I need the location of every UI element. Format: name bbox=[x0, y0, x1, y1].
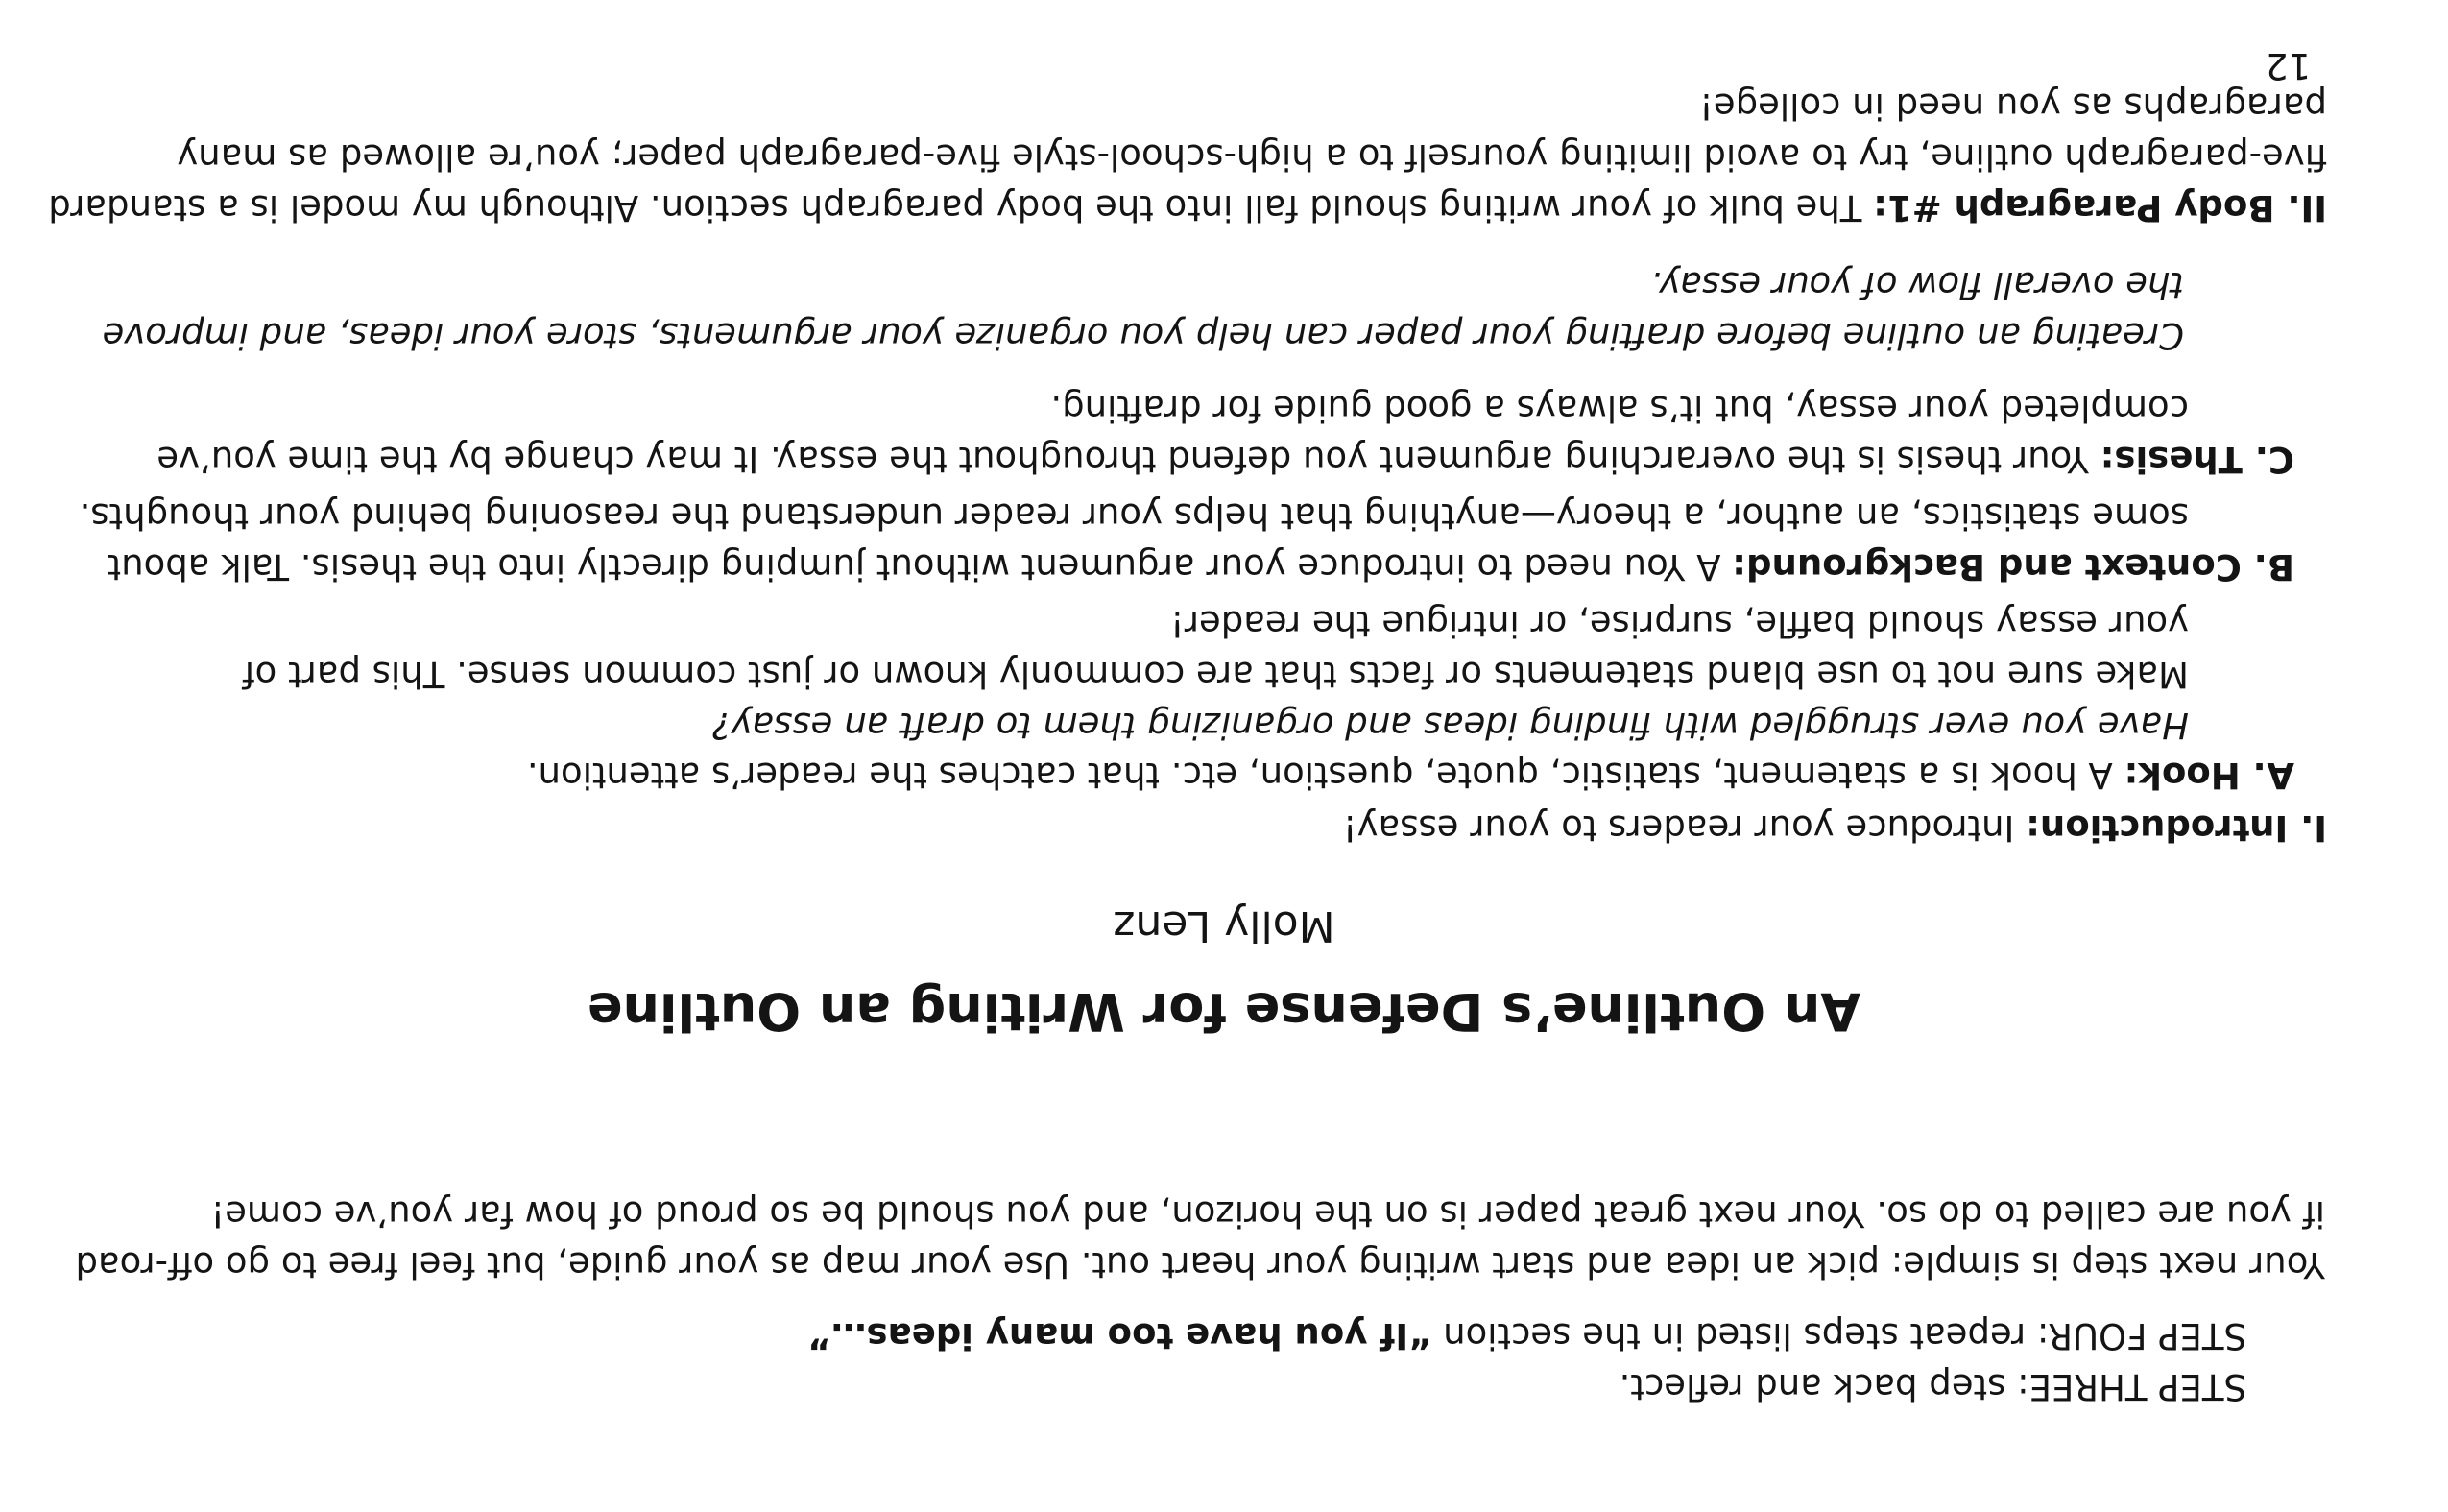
article-title: An Outline’s Defense for Writing an Outline bbox=[587, 981, 1861, 1042]
context-line-2: some statistics, an author, a theory—anything that helps your reader understand the reasoning behind your thoughts. bbox=[79, 495, 2189, 537]
context-line bbox=[80, 544, 2294, 588]
thesis-line-2: completed your essay, but it’s always a good guide for drafting. bbox=[1050, 388, 2189, 429]
outline-hook bbox=[527, 746, 2294, 797]
thesis-text: Your thesis is the overarching argument you defend throughout the essay. It may change by the time you’ve bbox=[156, 439, 2100, 480]
page-number: 12 bbox=[2266, 45, 2312, 86]
hook-detail-line: Make sure not to use bland statements or facts that are commonly known or just common sense. This part of bbox=[242, 654, 2189, 695]
hook-label: A. Hook: bbox=[2124, 755, 2294, 796]
conclusion-line: Your next step is simple: pick an idea and start writing your heart out. Use your map as your guide, but feel free to go off-road bbox=[75, 1244, 2325, 1285]
hook-detail-line: your essay should baffle, surprise, or intrigue the reader! bbox=[1169, 603, 2189, 644]
outline-intro bbox=[1343, 799, 2327, 850]
context-text: A You need to introduce your argument without jumping directly into the thesis. Talk about bbox=[107, 546, 1733, 588]
intro-label: I. Introduction: bbox=[2026, 807, 2327, 849]
hook-text: A hook is a statement, statistic, quote, question, etc. that catches the reader’s attention. bbox=[526, 755, 2124, 796]
thesis-example-line: Creating an outline before drafting your paper can help you organize your arguments, store your ideas, and improve bbox=[102, 315, 2184, 356]
article-author: Molly Lenz bbox=[1113, 901, 1335, 950]
step-four-bold: “If you have too many ideas…” bbox=[807, 1315, 1432, 1356]
step-four-prefix: STEP FOUR: repeat steps listed in the section bbox=[1431, 1315, 2246, 1356]
body1-line: paragraphs as you need in college! bbox=[1699, 85, 2327, 127]
body1-line: five-paragraph outline, try to avoid limiting yourself to a high-school-style five-paragraph paper; you’re allowed as many bbox=[177, 136, 2327, 178]
hook-details bbox=[243, 594, 2189, 747]
body1-line bbox=[48, 185, 2327, 229]
conclusion-line: if you are called to do so. Your next great paper is on the horizon, and you should be so proud of how far you’ve come! bbox=[210, 1193, 2325, 1235]
thesis-line bbox=[156, 437, 2294, 481]
context-label: B. Context and Background: bbox=[1732, 546, 2294, 588]
thesis-label: C. Thesis: bbox=[2100, 439, 2294, 480]
outline-body-paragraph-1 bbox=[48, 77, 2327, 229]
step-four bbox=[807, 1313, 2246, 1357]
steps-block bbox=[807, 1307, 2246, 1408]
body1-text: The bulk of your writing should fall into the body paragraph section. Although my model is a standard bbox=[48, 187, 1874, 228]
thesis-example-line: the overall flow of your essay. bbox=[1650, 264, 2184, 305]
intro-text: Introduce your readers to your essay! bbox=[1342, 807, 2027, 849]
body1-label: II. Body Paragraph #1: bbox=[1873, 187, 2327, 228]
outline-context bbox=[80, 487, 2294, 588]
conclusion-paragraph bbox=[75, 1185, 2325, 1286]
outline-thesis bbox=[156, 379, 2294, 481]
thesis-example bbox=[103, 255, 2184, 357]
hook-question: Have you ever struggled with finding ideas and organizing them to draft an essay? bbox=[711, 705, 2189, 746]
hook-line bbox=[527, 753, 2294, 797]
intro-line bbox=[1343, 805, 2327, 850]
step-three: STEP THREE: step back and reflect. bbox=[1619, 1366, 2246, 1407]
